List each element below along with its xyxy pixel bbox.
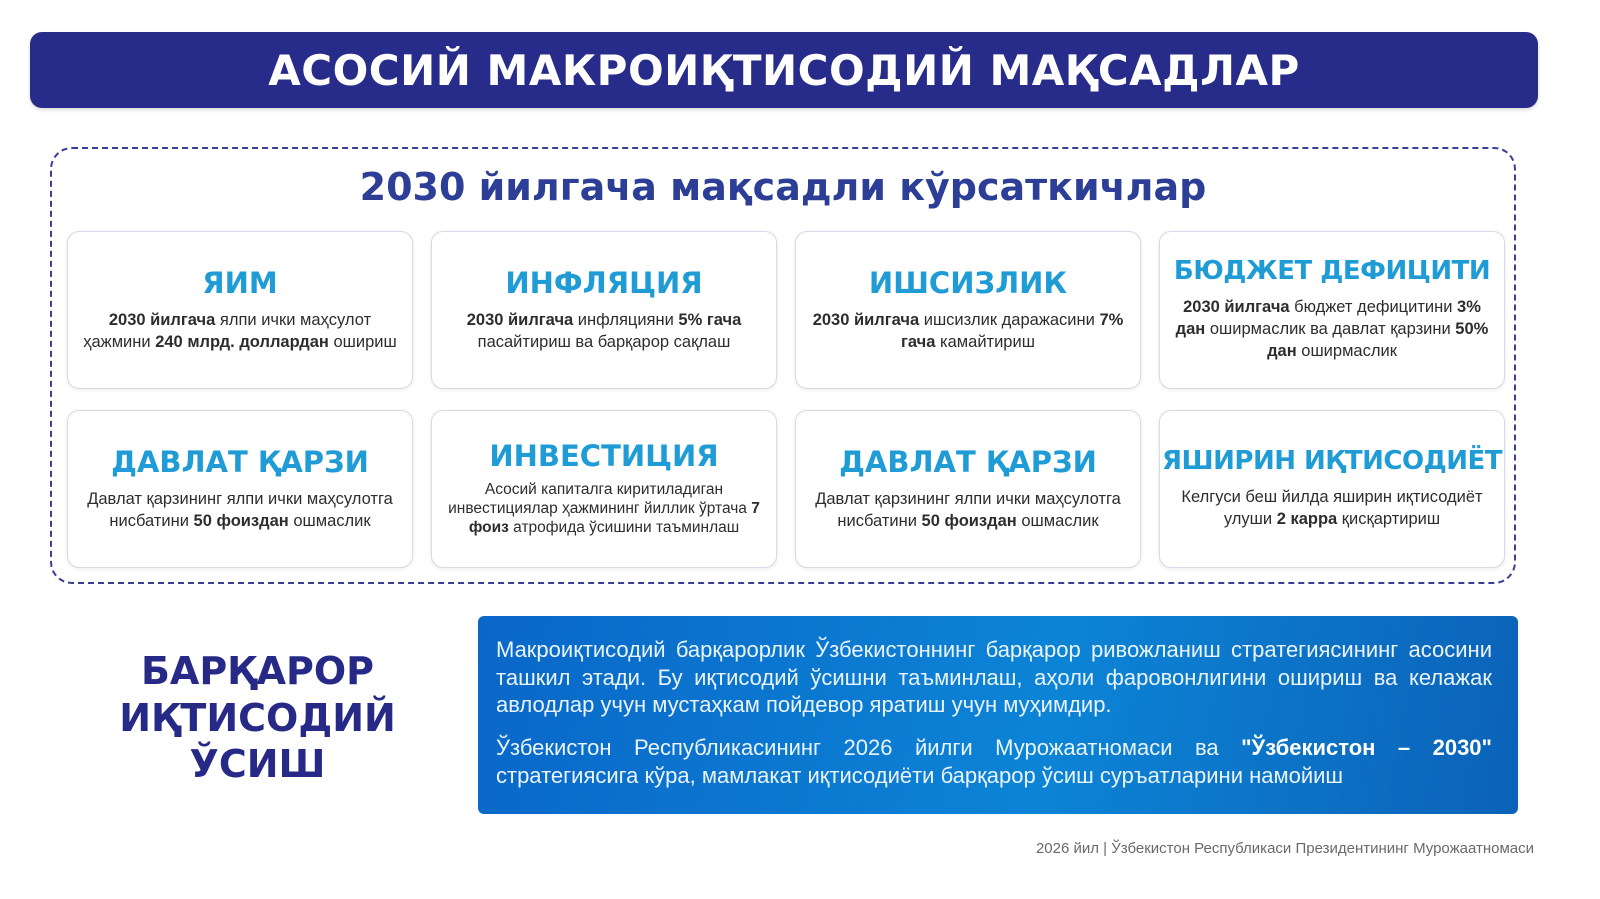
title-banner xyxy=(30,32,1538,108)
text-segment: ошмаслик xyxy=(288,511,371,530)
text-segment: Келгуси беш йилда яширин иқтисодиёт улуши xyxy=(1181,488,1483,528)
emphasis-text: 50% дан xyxy=(1267,320,1489,360)
text-segment: Макроиқтисодий барқарорлик Ўзбекистоннинг барқарор ривожланиш стратегиясининг асосини ташкил этади. Бу иқтисодий ўсишни таъминлаш, аҳоли фаровонлигини ошириш ва келажак авлодлар учун мустаҳкам пойдевор яратиш учун муҳимдир. xyxy=(496,637,1492,718)
info-box xyxy=(478,616,1518,814)
text-segment: оширмаслик xyxy=(1296,341,1397,360)
emphasis-text: 2030 йилгача xyxy=(108,310,216,329)
text-segment: инфляцияни xyxy=(573,310,679,329)
page-title: АСОСИЙ МАКРОИҚТИСОДИЙ МАҚСАДЛАР xyxy=(268,45,1300,95)
info-paragraph xyxy=(496,734,1492,789)
card-description xyxy=(82,310,398,354)
emphasis-text: "Ўзбекистон – 2030" xyxy=(1241,735,1492,761)
card-title: БЮДЖЕТ ДЕФИЦИТИ xyxy=(1173,256,1491,287)
text-segment: оширмаслик ва давлат қарзини xyxy=(1205,320,1456,339)
emphasis-text: 2030 йилгача xyxy=(466,310,574,329)
text-segment: ошмаслик xyxy=(1016,511,1099,530)
text-segment: пасайтириш ва барқарор сақлаш xyxy=(477,332,731,351)
targets-heading: 2030 йилгача мақсадли кўрсаткичлар xyxy=(359,165,1207,209)
emphasis-text: 2030 йилгача xyxy=(812,310,920,329)
emphasis-text: 3% дан xyxy=(1175,298,1481,339)
card-title: ЯШИРИН ИҚТИСОДИЁТ xyxy=(1161,446,1503,477)
text-segment: Давлат қарзининг ялпи ички маҳсулотга нисбатини xyxy=(87,489,393,530)
card-description xyxy=(810,489,1126,533)
card-title: ЯИМ xyxy=(202,265,278,300)
emphasis-text: 7 фоиз xyxy=(468,499,760,537)
text-segment: ялпи ички маҳсулот ҳажмини xyxy=(83,310,372,351)
text-segment: камайтириш xyxy=(935,332,1035,351)
card-title: ДАВЛАТ ҚАРЗИ xyxy=(839,444,1097,479)
target-card-shadow-economy xyxy=(1159,410,1505,568)
card-description xyxy=(446,480,762,538)
growth-heading-line: ЎСИШ xyxy=(189,742,326,787)
target-card-gdp xyxy=(67,231,413,389)
text-segment: бюджет дефицитини xyxy=(1289,298,1458,317)
text-segment: ошириш xyxy=(328,332,397,351)
card-description xyxy=(446,310,762,354)
target-card-unemployment xyxy=(795,231,1141,389)
emphasis-text: 2 карра xyxy=(1276,509,1338,528)
text-segment: стратегиясига кўра, мамлакат иқтисодиёти барқарор ўсиш суръатларини намойиш xyxy=(496,762,1344,788)
card-description xyxy=(810,310,1126,354)
emphasis-text: 50 фоиздан xyxy=(193,511,289,530)
text-segment: ишсизлик даражасини xyxy=(919,310,1100,329)
emphasis-text: 240 млрд. доллардан xyxy=(155,332,329,351)
card-title: ИНВЕСТИЦИЯ xyxy=(489,439,719,474)
footer-caption: 2026 йил | Ўзбекистон Республикаси Президентининг Мурожаатномаси xyxy=(1035,840,1534,857)
card-title: ИШСИЗЛИК xyxy=(868,265,1068,300)
target-card-budget-deficit xyxy=(1159,231,1505,389)
card-title: ДАВЛАТ ҚАРЗИ xyxy=(111,444,369,479)
target-card-inflation xyxy=(431,231,777,389)
growth-heading-line: ИҚТИСОДИЙ xyxy=(119,695,396,740)
text-segment: Асосий капиталга киритиладиган инвестициялар ҳажмининг йиллик ўртача xyxy=(448,480,752,517)
target-card-investment xyxy=(431,410,777,568)
targets-panel xyxy=(50,147,1516,584)
card-description xyxy=(1174,297,1490,362)
text-segment: Давлат қарзининг ялпи ички маҳсулотга нисбатини xyxy=(815,489,1121,530)
card-description xyxy=(82,489,398,533)
text-segment: қисқартириш xyxy=(1337,509,1441,528)
card-description xyxy=(1174,487,1490,531)
target-card-public-debt xyxy=(67,410,413,568)
text-segment: атрофида ўсишини таъминлаш xyxy=(508,519,740,537)
target-card-public-debt-2 xyxy=(795,410,1141,568)
growth-heading xyxy=(95,648,420,788)
emphasis-text: 5% гача xyxy=(678,310,742,329)
emphasis-text: 2030 йилгача xyxy=(1183,298,1290,317)
emphasis-text: 7% гача xyxy=(901,310,1124,351)
info-paragraph xyxy=(496,636,1492,719)
card-title: ИНФЛЯЦИЯ xyxy=(505,265,703,300)
emphasis-text: 50 фоиздан xyxy=(921,511,1017,530)
growth-heading-line: БАРҚАРОР xyxy=(140,649,375,693)
text-segment: Ўзбекистон Республикасининг 2026 йилги Мурожаатномаси ва xyxy=(496,735,1242,761)
